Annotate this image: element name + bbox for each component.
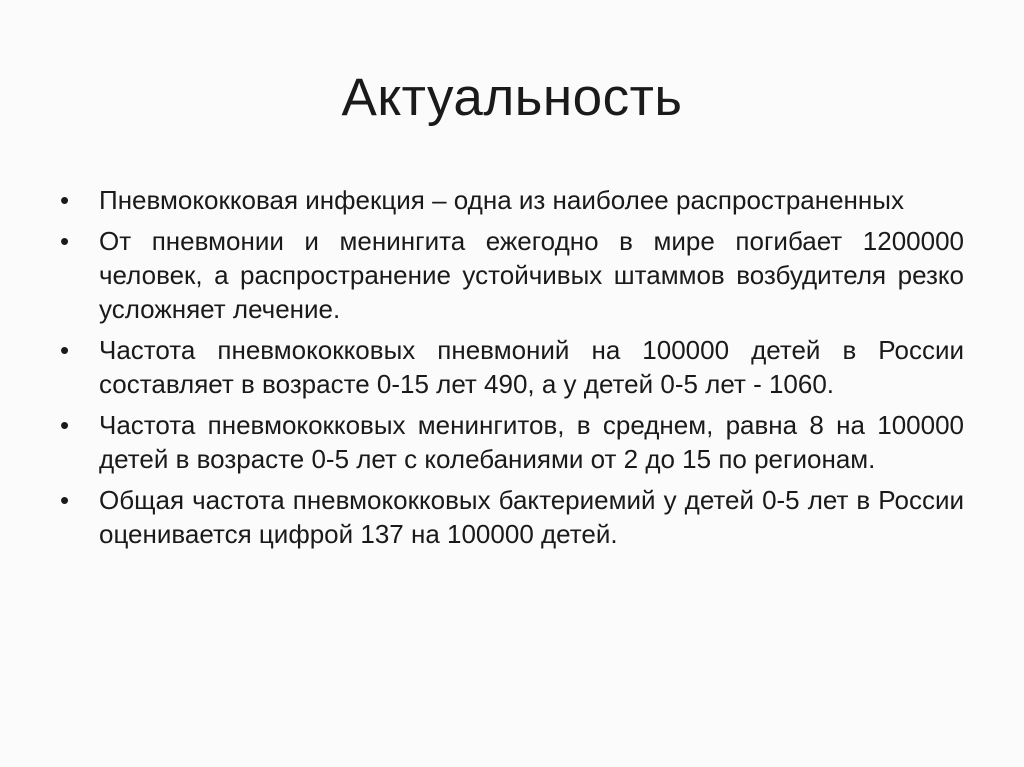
list-item (60, 483, 964, 551)
bullet-list (60, 183, 964, 558)
bullet-icon: • (60, 410, 70, 440)
bullet-icon: • (60, 185, 70, 215)
bullet-icon: • (60, 485, 70, 515)
list-item (60, 408, 964, 476)
list-item-text: Общая частота пневмококковых бактериемий у детей 0-5 лет в России оценивается цифрой 137 на 100000 детей. (99, 485, 964, 549)
list-item-text: Частота пневмококковых менингитов, в среднем, равна 8 на 100000 детей в возрасте 0-5 лет с колебаниями от 2 до 15 по регионам. (99, 410, 964, 474)
slide-title: Актуальность (341, 68, 683, 127)
list-item (60, 333, 964, 401)
list-item (60, 183, 964, 217)
list-item-text: Частота пневмококковых пневмоний на 100000 детей в России составляет в возрасте 0-15 лет 490, а у детей 0-5 лет - 1060. (99, 335, 964, 399)
bullet-icon: • (60, 335, 70, 365)
bullet-icon: • (60, 226, 70, 256)
list-item-text: Пневмококковая инфекция – одна из наиболее распространенных (99, 185, 904, 215)
list-item-text: От пневмонии и менингита ежегодно в мире погибает 1200000 человек, а распространение устойчивых штаммов возбудителя резко усложняет лечение. (99, 226, 964, 324)
list-item (60, 224, 964, 326)
